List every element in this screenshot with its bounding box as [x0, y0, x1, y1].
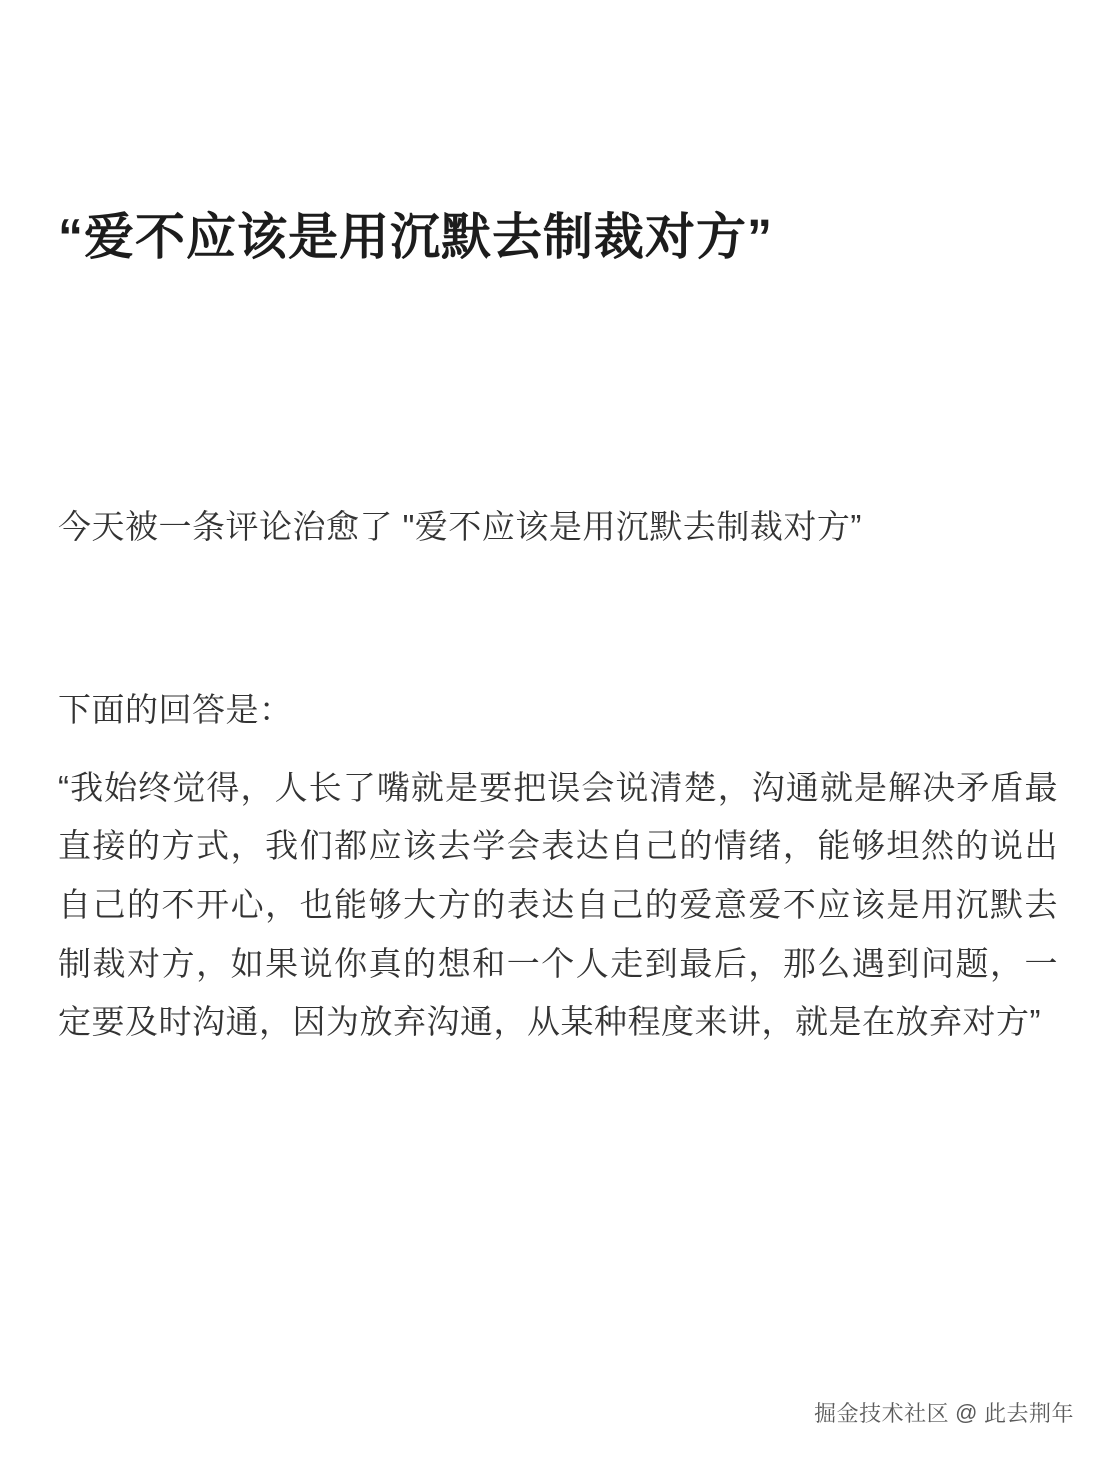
watermark-author: 此去荆年: [983, 1401, 1074, 1426]
answer-quote-paragraph: “我始终觉得，人长了嘴就是要把误会说清楚，沟通就是解决矛盾最直接的方式，我们都应该去学会表达自己的情绪，能够坦然的说出自己的不开心，也能够大方的表达自己的爱意爱不应该是用沉默去制裁对方，如果说你真的想和一个人走到最后，那么遇到问题，一定要及时沟通，因为放弃沟通，从某种程度来讲，就是在放弃对方”: [58, 768, 1058, 1041]
answer-section-label: 下面的回答是：: [58, 690, 293, 728]
watermark: [814, 1397, 1074, 1428]
article-content: [58, 0, 1058, 1052]
watermark-site: 掘金技术社区: [814, 1401, 950, 1426]
page-title: “爱不应该是用沉默去制裁对方”: [58, 209, 773, 265]
watermark-separator: @: [955, 1399, 978, 1425]
article-lead-paragraph: 今天被一条评论治愈了 "爱不应该是用沉默去制裁对方”: [58, 508, 862, 545]
